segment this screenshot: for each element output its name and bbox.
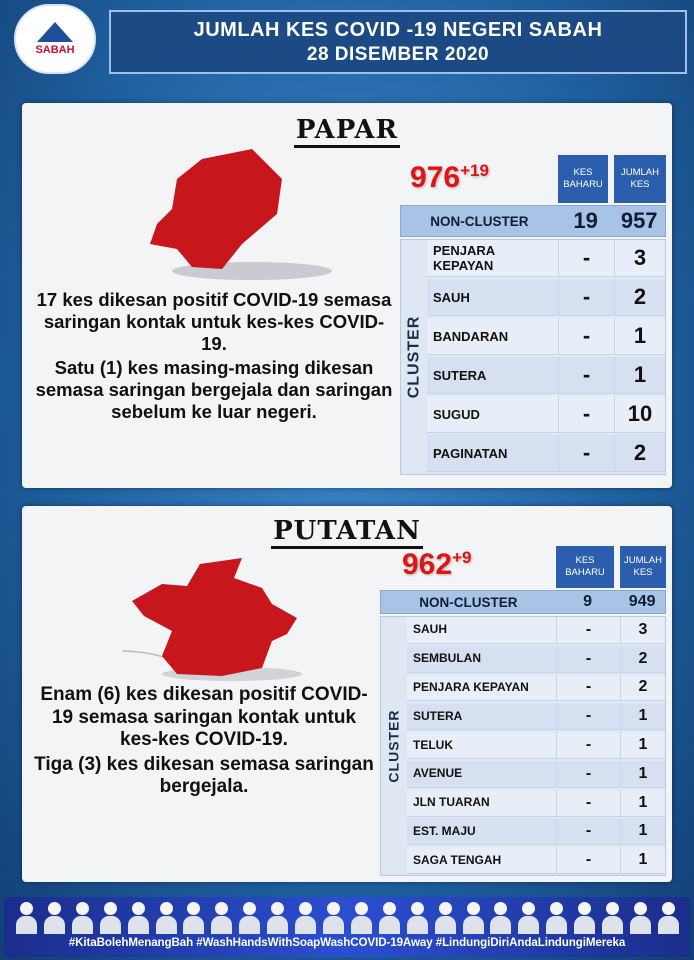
- non-cluster-row: NON-CLUSTER 19 957: [400, 205, 666, 237]
- cluster-total-cases: 1: [620, 819, 665, 846]
- cluster-new-cases: -: [558, 435, 614, 472]
- cluster-row: [427, 396, 665, 433]
- cluster-total-cases: 1: [620, 703, 665, 730]
- cluster-row: [427, 357, 665, 394]
- cluster-total-cases: 1: [614, 318, 665, 355]
- person-icon: [321, 900, 345, 934]
- cluster-row: [407, 847, 665, 874]
- cluster-total-cases: 1: [620, 847, 665, 874]
- cluster-name: PAGINATAN: [427, 435, 558, 472]
- cluster-total-cases: 10: [614, 396, 665, 433]
- cluster-total-cases: 2: [614, 435, 665, 472]
- cluster-name: JLN TUARAN: [407, 790, 556, 817]
- putatan-panel: [22, 506, 672, 882]
- col-header-new: KES BAHARU: [556, 546, 614, 588]
- cluster-total-cases: 2: [620, 675, 665, 702]
- cluster-total-cases: 2: [614, 279, 665, 316]
- cluster-name: SUTERA: [427, 357, 558, 394]
- cluster-row: [407, 732, 665, 759]
- cluster-total-cases: 1: [620, 732, 665, 759]
- person-icon: [14, 900, 38, 934]
- mountain-icon: [37, 22, 73, 42]
- page-title: JUMLAH KES COVID -19 NEGERI SABAH: [193, 19, 603, 41]
- cluster-new-cases: -: [556, 847, 620, 874]
- cluster-name: SAUH: [427, 279, 558, 316]
- logo-text: SABAH: [35, 44, 75, 56]
- cluster-new-cases: -: [558, 396, 614, 433]
- cluster-new-cases: -: [558, 240, 614, 277]
- cluster-total-cases: 3: [614, 240, 665, 277]
- cluster-name: BANDARAN: [427, 318, 558, 355]
- person-icon: [98, 900, 122, 934]
- cluster-total-cases: 1: [620, 761, 665, 788]
- district-title: PAPAR: [22, 115, 672, 145]
- cluster-new-cases: -: [556, 703, 620, 730]
- cluster-row: [427, 279, 665, 316]
- cluster-new-cases: -: [558, 357, 614, 394]
- cluster-name: AVENUE: [407, 761, 556, 788]
- cluster-total-cases: 2: [620, 646, 665, 673]
- col-header-total: JUMLAH KES: [620, 546, 666, 588]
- putatan-table: [380, 546, 666, 876]
- cluster-new-cases: -: [558, 279, 614, 316]
- cluster-name: EST. MAJU: [407, 819, 556, 846]
- papar-description: 17 kes dikesan positif COVID-19 semasa saringan kontak untuk kes-kes COVID-19. Satu (1) kes masing-masing dikesan semasa saringan bergejala dan saringan sebelum ke luar negeri.: [35, 289, 393, 422]
- cluster-row: [407, 703, 665, 730]
- person-icon: [181, 900, 205, 934]
- cluster-new-cases: -: [556, 675, 620, 702]
- frontliner-figures: [14, 900, 680, 934]
- person-icon: [433, 900, 457, 934]
- footer-banner: [4, 897, 690, 957]
- papar-table: [400, 155, 666, 475]
- cluster-label: CLUSTER: [386, 709, 402, 783]
- cluster-row: [407, 675, 665, 702]
- person-icon: [293, 900, 317, 934]
- cluster-new-cases: -: [556, 617, 620, 644]
- cluster-name: SUTERA: [407, 703, 556, 730]
- cluster-new-cases: -: [556, 732, 620, 759]
- putatan-map-icon: [122, 556, 312, 686]
- cluster-label: CLUSTER: [405, 315, 422, 399]
- non-cluster-row: NON-CLUSTER 9 949: [380, 590, 666, 614]
- papar-map-icon: [132, 149, 332, 289]
- cluster-name: SAGA TENGAH: [407, 847, 556, 874]
- papar-total-cases: $976^{+19}$: [410, 161, 489, 194]
- cluster-new-cases: -: [558, 318, 614, 355]
- cluster-row: [407, 819, 665, 846]
- person-icon: [544, 900, 568, 934]
- cluster-row: [407, 761, 665, 788]
- cluster-new-cases: -: [556, 819, 620, 846]
- cluster-total-cases: 1: [620, 790, 665, 817]
- person-icon: [405, 900, 429, 934]
- person-icon: [488, 900, 512, 934]
- cluster-new-cases: -: [556, 761, 620, 788]
- cluster-total-cases: 3: [620, 617, 665, 644]
- putatan-total-cases: $962^{+9}$: [402, 548, 472, 581]
- person-icon: [349, 900, 373, 934]
- person-icon: [600, 900, 624, 934]
- person-icon: [656, 900, 680, 934]
- cluster-name: TELUK: [407, 732, 556, 759]
- cluster-row: [427, 240, 665, 277]
- putatan-description: Enam (6) kes dikesan positif COVID-19 semasa saringan kontak untuk kes-kes COVID-19. Tiga (3) kes dikesan semasa saringan bergejala.: [34, 684, 374, 797]
- person-icon: [628, 900, 652, 934]
- footer-hashtags: #KitaBolehMenangBah #WashHandsWithSoapWashCOVID-19Away #LindungiDiriAndaLindungiMereka: [68, 936, 626, 949]
- col-header-total: JUMLAH KES: [614, 155, 666, 203]
- cluster-total-cases: 1: [614, 357, 665, 394]
- person-icon: [42, 900, 66, 934]
- cluster-name: PENJARA KEPAYAN: [407, 675, 556, 702]
- cluster-name: SUGUD: [427, 396, 558, 433]
- papar-panel: [22, 103, 672, 488]
- cluster-row: [427, 435, 665, 472]
- person-icon: [154, 900, 178, 934]
- cluster-name: PENJARA KEPAYAN: [427, 240, 558, 277]
- district-title: PUTATAN: [22, 516, 672, 546]
- cluster-row: [427, 318, 665, 355]
- person-icon: [377, 900, 401, 934]
- person-icon: [265, 900, 289, 934]
- cluster-name: SEMBULAN: [407, 646, 556, 673]
- cluster-new-cases: -: [556, 646, 620, 673]
- page-date: 28 DISEMBER 2020: [306, 44, 490, 65]
- cluster-new-cases: -: [556, 790, 620, 817]
- person-icon: [209, 900, 233, 934]
- person-icon: [516, 900, 540, 934]
- title-banner: [109, 10, 687, 74]
- person-icon: [461, 900, 485, 934]
- cluster-row: [407, 617, 665, 644]
- col-header-new: KES BAHARU: [558, 155, 608, 203]
- cluster-row: [407, 646, 665, 673]
- cluster-name: SAUH: [407, 617, 556, 644]
- sabah-logo: [14, 4, 96, 74]
- person-icon: [572, 900, 596, 934]
- person-icon: [126, 900, 150, 934]
- person-icon: [237, 900, 261, 934]
- cluster-row: [407, 790, 665, 817]
- person-icon: [70, 900, 94, 934]
